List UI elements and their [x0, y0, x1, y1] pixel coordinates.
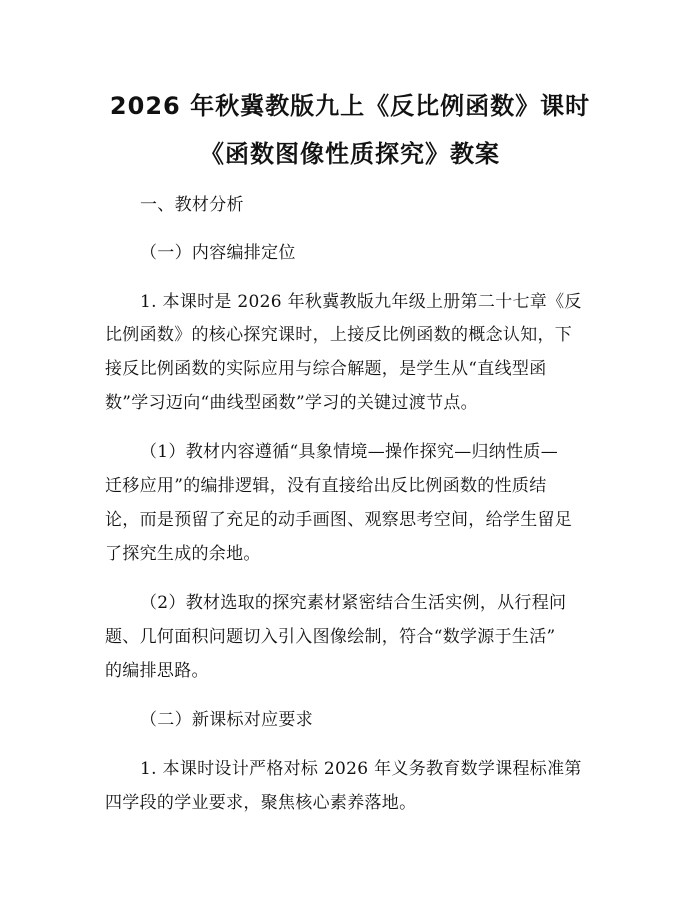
paragraph-1-line-3: 接反比例函数的实际应用与综合解题，是学生从“直线型函 [105, 359, 547, 379]
document-title-line-2: 《函数图像性质探究》教案 [200, 140, 500, 168]
paragraph-2-line-1: （1）教材内容遵循“具象情境—操作探究—归纳性质— [140, 442, 559, 462]
paragraph-1-line-1: 1. 本课时是 2026 年秋冀教版九年级上册第二十七章《反 [140, 292, 582, 312]
section-heading-textbook-analysis: 一、教材分析 [140, 195, 244, 215]
paragraph-2-line-3: 论，而是预留了充足的动手画图、观察思考空间，给学生留足 [105, 510, 573, 530]
paragraph-4-line-1: 1. 本课时设计严格对标 2026 年义务教育数学课程标准第 [140, 759, 582, 779]
paragraph-3-line-2: 题、几何面积问题切入引入图像绘制，符合“数学源于生活” [105, 627, 556, 647]
document-title-line-1: 2026 年秋冀教版九上《反比例函数》课时 [109, 92, 591, 120]
paragraph-1-line-4: 数”学习迈向“曲线型函数”学习的关键过渡节点。 [105, 393, 478, 413]
paragraph-2-line-2: 迁移应用”的编排逻辑，没有直接给出反比例函数的性质结 [105, 476, 547, 496]
paragraph-1-line-2: 比例函数》的核心探究课时，上接反比例函数的概念认知，下 [105, 325, 573, 345]
paragraph-3-line-1: （2）教材选取的探究素材紧密结合生活实例，从行程问 [140, 593, 567, 613]
subsection-heading-curriculum-requirements: （二）新课标对应要求 [140, 710, 313, 730]
subsection-heading-content-arrangement: （一）内容编排定位 [140, 243, 296, 263]
paragraph-2-line-4: 了探究生成的余地。 [105, 544, 261, 564]
paragraph-3-line-3: 的编排思路。 [105, 661, 209, 681]
paragraph-4-line-2: 四学段的学业要求，聚焦核心素养落地。 [105, 793, 417, 813]
